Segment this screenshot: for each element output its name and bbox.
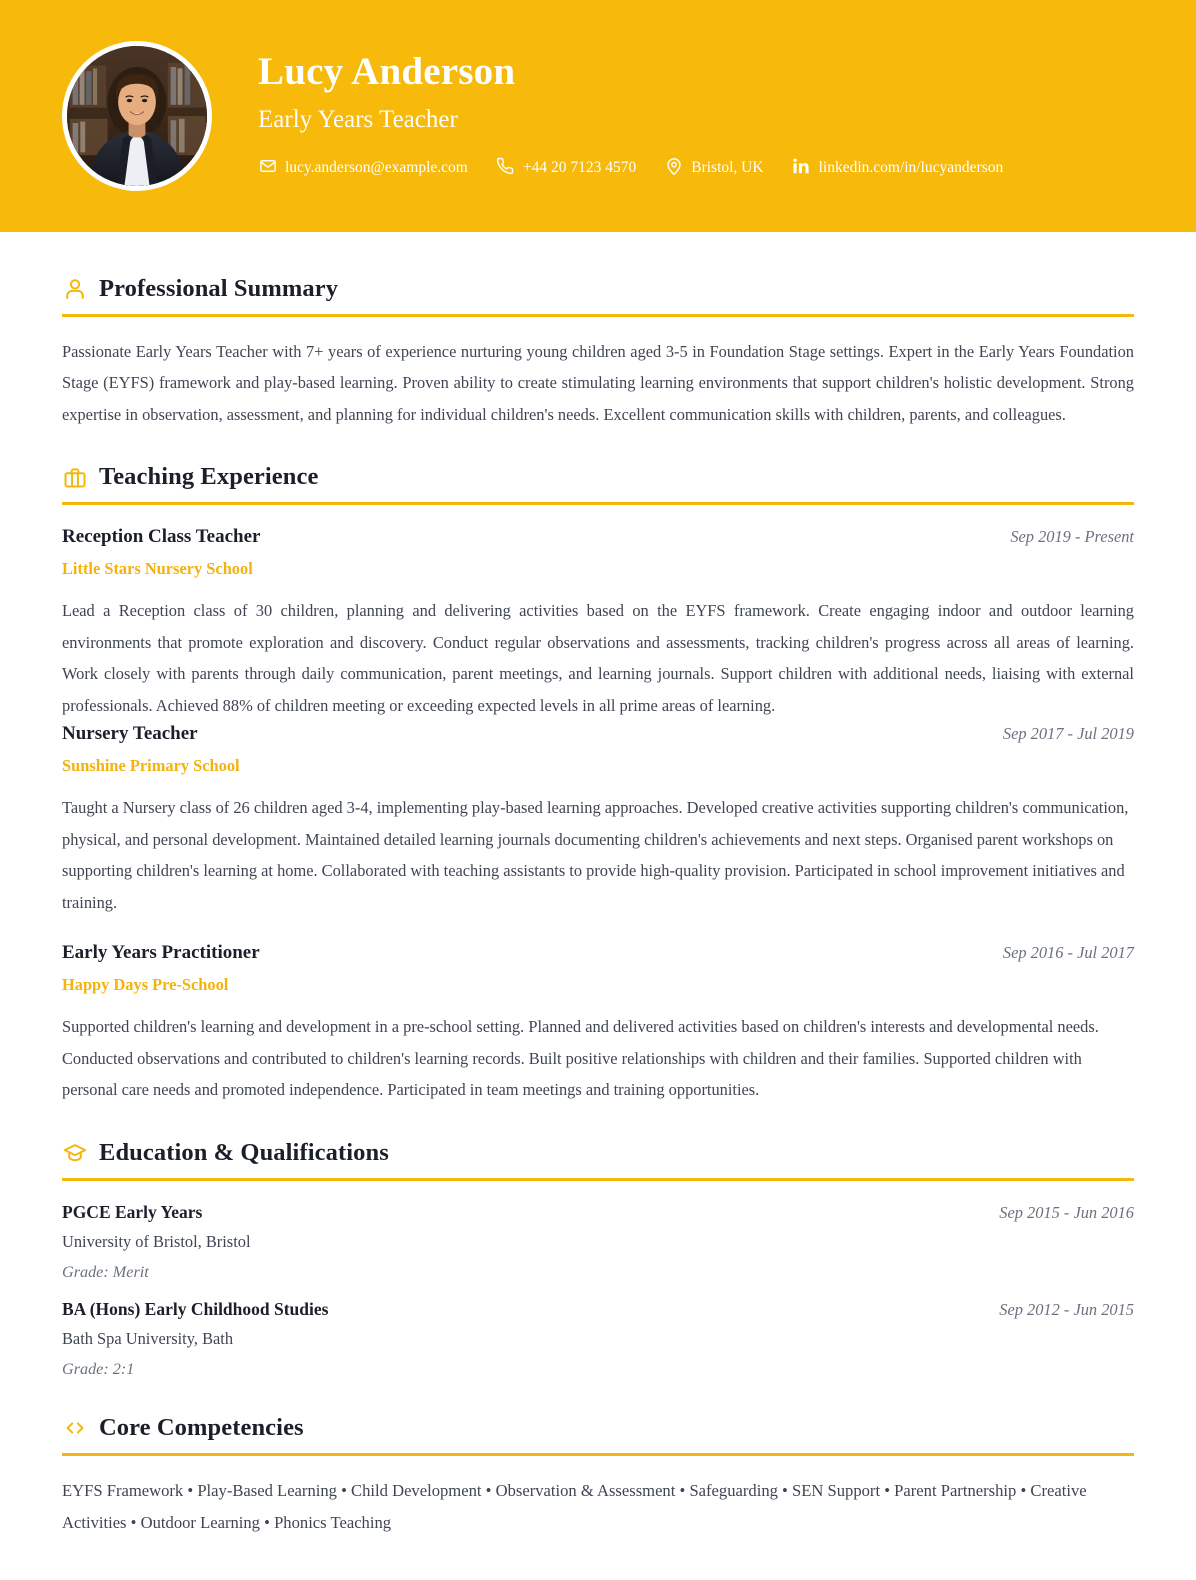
contact-phone-text: +44 20 7123 4570 <box>522 158 637 176</box>
spacer <box>62 1284 1134 1297</box>
code-brackets-icon <box>62 1415 88 1441</box>
education-degree: PGCE Early Years <box>62 1201 203 1222</box>
resume-content <box>0 232 1196 1570</box>
contact-location-text: Bristol, UK <box>691 158 764 176</box>
section-title: Education & Qualifications <box>99 1138 389 1166</box>
entry-description: Taught a Nursery class of 26 children aged 3-4, implementing play-based learning approaches. Developed creative activities supporting children's communication, physical, and personal development. Maintained detailed learning journals documenting children's achievements and next steps. Organised parent workshops on supporting children's learning at home. Collaborated with teaching assistants to provide high-quality provision. Participated in school improvement initiatives and training. <box>62 798 1129 912</box>
entry-header <box>62 721 1134 747</box>
entry-organisation: Sunshine Primary School <box>62 755 240 775</box>
section-title: Teaching Experience <box>99 463 319 491</box>
education-header <box>62 1200 1134 1225</box>
phone-icon <box>496 157 515 176</box>
entry-description: Supported children's learning and development in a pre-school setting. Planned and delivered activities based on children's interests and developmental needs. Conducted observations and contributed to children's learning records. Built positive relationships with children and their families. Supported children with personal care needs and promoted independence. Participated in team meetings and training opportunities. <box>62 1017 1099 1100</box>
summary-text: Passionate Early Years Teacher with 7+ years of experience nurturing young children aged 3-5 in Foundation Stage settings. Expert in the Early Years Foundation Stage (EYFS) framework and play-based learning. Proven ability to create stimulating learning environments that support children's holistic development. Strong expertise in observation, assessment, and planning for individual children's needs. Excellent communication skills with children, parents, and colleagues. <box>62 341 1134 424</box>
section-teaching-experience <box>62 464 1134 1105</box>
section-title: Core Competencies <box>99 1414 304 1441</box>
entry-date: Sep 2019 - Present <box>1010 527 1134 547</box>
contact-email[interactable] <box>258 157 468 176</box>
envelope-icon <box>258 157 277 176</box>
job-title: Early Years Teacher <box>258 105 458 133</box>
person-icon <box>62 276 88 302</box>
entry-role: Reception Class Teacher <box>62 526 261 548</box>
contact-phone[interactable] <box>496 157 636 176</box>
education-entry <box>62 1297 1134 1381</box>
education-school: University of Bristol, Bristol <box>62 1232 251 1252</box>
section-header <box>62 1415 1134 1442</box>
entry-organisation: Little Stars Nursery School <box>62 559 253 579</box>
section-header <box>62 1140 1134 1167</box>
entry-description: Lead a Reception class of 30 children, planning and delivering activities based on the EYFS framework. Create engaging indoor and outdoor learning environments that promote exploration and discovery. Conduct regular observations and assessments, tracking children's progress across all areas of learning. Work closely with parents through daily communication, parent meetings, and learning journals. Support children with additional needs, liaising with external professionals. Achieved 88% of children meeting or exceeding expected levels in all prime areas of learning. <box>62 601 1134 715</box>
experience-entry <box>62 524 1134 721</box>
entry-header <box>62 940 1134 966</box>
contact-row <box>258 157 1031 176</box>
contact-linkedin[interactable] <box>792 157 1004 176</box>
section-header <box>62 276 1134 303</box>
education-grade: Grade: Merit <box>62 1263 149 1282</box>
spacer <box>62 430 1134 464</box>
section-body <box>62 1456 1134 1540</box>
avatar <box>62 41 212 191</box>
page-title: Lucy Anderson <box>258 50 516 94</box>
briefcase-icon <box>62 465 88 491</box>
entry-organisation: Happy Days Pre-School <box>62 974 229 994</box>
education-header <box>62 1297 1134 1322</box>
experience-entry <box>62 940 1134 1105</box>
education-school: Bath Spa University, Bath <box>62 1329 234 1349</box>
skills-list: EYFS Framework • Play-Based Learning • Child Development • Observation & Assessment • Safeguarding • SEN Support • Parent Partnership • Creative Activities • Outdoor Learning • Phonics Teaching <box>62 1480 1087 1533</box>
section-body <box>62 1181 1134 1381</box>
section-education <box>62 1140 1134 1381</box>
education-entry <box>62 1200 1134 1284</box>
avatar-photo <box>67 46 207 186</box>
location-pin-icon <box>664 157 683 176</box>
education-date: Sep 2012 - Jun 2015 <box>999 1299 1134 1319</box>
entry-header <box>62 524 1134 550</box>
linkedin-icon <box>792 157 811 176</box>
section-title: Professional Summary <box>99 275 339 302</box>
header-text-block <box>258 50 1031 182</box>
education-date: Sep 2015 - Jun 2016 <box>999 1202 1134 1222</box>
section-core-competencies <box>62 1415 1134 1540</box>
entry-date: Sep 2016 - Jul 2017 <box>1002 943 1134 963</box>
resume-header <box>0 0 1196 232</box>
education-grade: Grade: 2:1 <box>62 1360 135 1379</box>
section-header <box>62 464 1134 491</box>
section-professional-summary <box>62 276 1134 430</box>
section-body <box>62 505 1134 1105</box>
entry-role: Early Years Practitioner <box>62 942 260 964</box>
spacer <box>62 918 1134 940</box>
section-body <box>62 317 1134 431</box>
entry-date: Sep 2017 - Jul 2019 <box>1002 724 1134 744</box>
contact-location <box>664 157 763 176</box>
contact-linkedin-text: linkedin.com/in/lucyanderson <box>818 158 1004 176</box>
education-degree: BA (Hons) Early Childhood Studies <box>62 1298 329 1319</box>
contact-email-text: lucy.anderson@example.com <box>285 158 468 176</box>
graduation-cap-icon <box>62 1140 88 1166</box>
entry-role: Nursery Teacher <box>62 723 198 745</box>
spacer <box>62 1106 1134 1140</box>
experience-entry <box>62 721 1134 918</box>
spacer <box>62 1381 1134 1415</box>
